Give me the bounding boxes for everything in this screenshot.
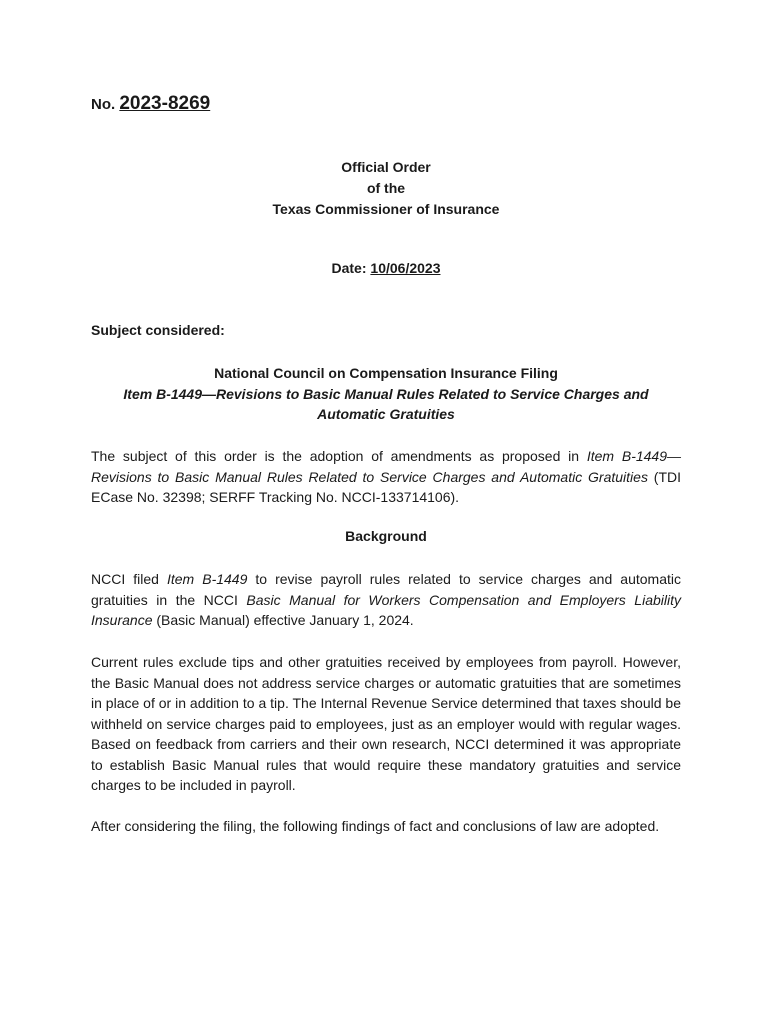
paragraph-subject (91, 446, 681, 508)
paragraph-ncci-filed (91, 569, 681, 631)
filing-title (91, 363, 681, 425)
order-date (91, 260, 681, 276)
order-number-prefix: No. (91, 96, 116, 113)
filing-line-2: Item B-1449—Revisions to Basic Manual Rules Related to Service Charges and (123, 385, 649, 402)
filing-line-3: Automatic Gratuities (317, 406, 455, 422)
para1-text-2: (TDI ECase No. 32398; SERFF Tracking No. NCCI-133714106). (91, 468, 681, 505)
para2-italic-2: Basic Manual for Workers Compensation and Employers Liability Insurance (91, 591, 681, 628)
subject-label: Subject considered: (91, 322, 225, 338)
para1-italic-1: Item B-1449—Revisions to Basic Manual Rules Related to Service Charges and Automatic Gratuities (91, 448, 682, 485)
filing-line-1: National Council on Compensation Insurance Filing (214, 365, 558, 381)
para2-italic-1: Item B-1449 (166, 571, 248, 587)
para2-text-3: (Basic Manual) effective January 1, 2024. (152, 612, 414, 628)
order-number-line (91, 93, 681, 115)
date-label: Date: (331, 260, 367, 276)
para2-text-1: NCCI filed (91, 571, 167, 587)
heading-line-3: Texas Commissioner of Insurance (272, 201, 500, 217)
heading-line-1: Official Order (341, 159, 431, 175)
order-number: 2023-8269 (119, 93, 211, 114)
paragraph-current-rules: Current rules exclude tips and other gratuities received by employees from payroll. However, the Basic Manual does not address service charges or automatic gratuities that are sometimes in place of or in addition to a tip. The Internal Revenue Service determined that taxes should be withheld on service charges paid to employees, just as an employer would with regular wages. Based on feedback from carriers and their own research, NCCI determined it was appropriate to establish Basic Manual rules that would require these mandatory gratuities and service charges to be included in payroll. (91, 654, 681, 793)
para2-text-2: to revise payroll rules related to service charges and automatic gratuities in the NCCI (91, 571, 681, 608)
date-value: 10/06/2023 (370, 260, 441, 276)
paragraph-conclusion: After considering the filing, the following findings of fact and conclusions of law are adopted. (91, 818, 660, 834)
para1-text-1: The subject of this order is the adoption of amendments as proposed in (91, 448, 587, 464)
heading-line-2: of the (366, 180, 406, 196)
background-heading: Background (345, 528, 427, 544)
order-heading (91, 157, 681, 220)
